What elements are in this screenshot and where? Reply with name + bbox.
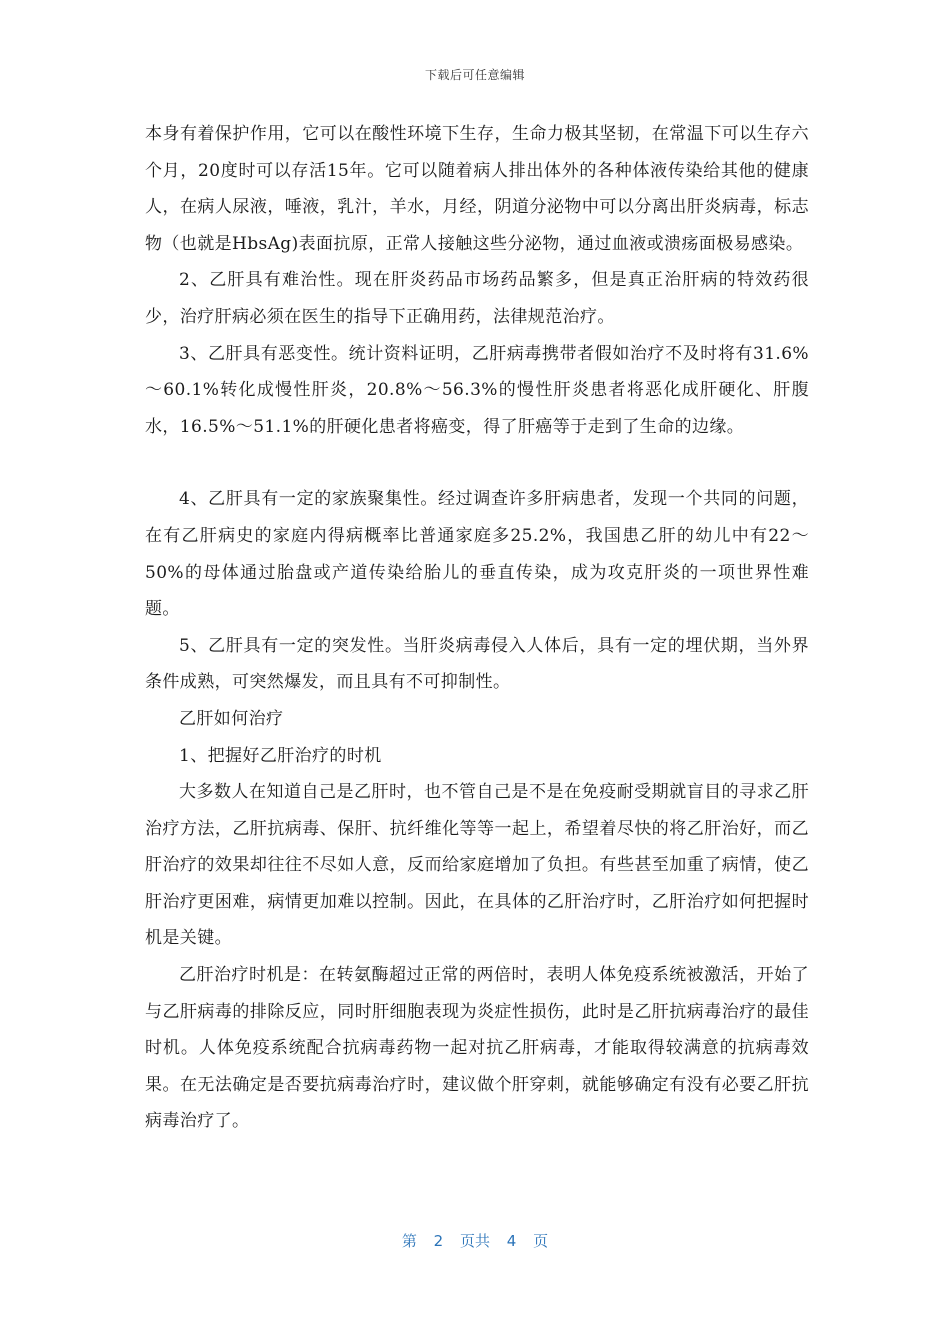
paragraph-treatment-2: 乙肝治疗时机是：在转氨酶超过正常的两倍时，表明人体免疫系统被激活，开始了与乙肝病毒的排除反应，同时肝细胞表现为炎症性损伤，此时是乙肝抗病毒治疗的最佳时机。人体免疫系统配合抗病毒药物一起对抗乙肝病毒，才能取得较满意的抗病毒效果。在无法确定是否要抗病毒治疗时，建议做个肝穿刺，就能够确定有没有必要乙肝抗病毒治疗了。 xyxy=(145,965,809,1132)
paragraph-item-3: 3、乙肝具有恶变性。统计资料证明，乙肝病毒携带者假如治疗不及时将有31.6%～60.1%转化成慢性肝炎，20.8%～56.3%的慢性肝炎患者将恶化成肝硬化、肝腹水，16.5%～51.1%的肝硬化患者将癌变，得了肝癌等于走到了生命的边缘。 xyxy=(145,343,809,437)
paragraph-gap xyxy=(145,445,809,481)
paragraph-item-2: 2、乙肝具有难治性。现在肝炎药品市场药品繁多，但是真正治肝病的特效药很少，治疗肝病必须在医生的指导下正确用药，法律规范治疗。 xyxy=(145,270,809,327)
paragraph-item-5: 5、乙肝具有一定的突发性。当肝炎病毒侵入人体后，具有一定的埋伏期，当外界条件成熟，可突然爆发，而且具有不可抑制性。 xyxy=(145,635,809,693)
paragraph-continuation: 本身有着保护作用，它可以在酸性环境下生存，生命力极其坚韧，在常温下可以生存六个月，20度时可以存活15年。它可以随着病人排出体外的各种体液传染给其他的健康人，在病人尿液，唾液，乳汁，羊水，月经，阴道分泌物中可以分离出肝炎病毒，标志物（也就是HbsAg)表面抗原，正常人接触这些分泌物，通过血液或溃疡面极易感染。 xyxy=(145,124,809,254)
document-body xyxy=(145,116,809,1140)
paragraph-treatment-1: 大多数人在知道自己是乙肝时，也不管自己是不是在免疫耐受期就盲目的寻求乙肝治疗方法，乙肝抗病毒、保肝、抗纤维化等等一起上，希望着尽快的将乙肝治好，而乙肝治疗的效果却往往不尽如人意，反而给家庭增加了负担。有些甚至加重了病情，使乙肝治疗更困难，病情更加难以控制。因此，在具体的乙肝治疗时，乙肝治疗如何把握时机是关键。 xyxy=(145,782,809,949)
page-number-footer: 第 2 页共 4 页 xyxy=(401,1232,549,1250)
page-header: 下载后可任意编辑 xyxy=(424,68,525,82)
section-heading: 乙肝如何治疗 xyxy=(179,708,284,729)
subsection-heading: 1、把握好乙肝治疗的时机 xyxy=(179,745,382,766)
paragraph-item-4: 4、乙肝具有一定的家族聚集性。经过调查许多肝病患者，发现一个共同的问题，在有乙肝病史的家庭内得病概率比普通家庭多25.2%，我国患乙肝的幼儿中有22～50%的母体通过胎盘或产道传染给胎儿的垂直传染，成为攻克肝炎的一项世界性难题。 xyxy=(145,489,809,620)
